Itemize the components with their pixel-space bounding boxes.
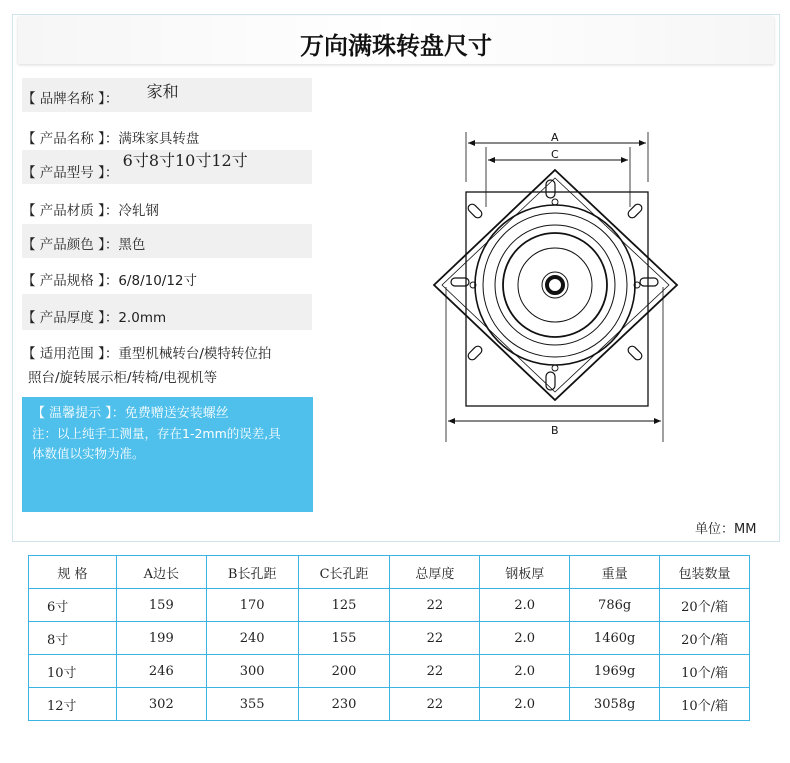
- table-cell: 22: [390, 622, 480, 655]
- table-row: [29, 589, 750, 622]
- spec-label: 【 产品型号 】：: [22, 165, 119, 181]
- table-cell: 12寸: [29, 688, 117, 721]
- table-cell: 2.0: [480, 589, 570, 622]
- dimension-b-label: B: [551, 424, 559, 437]
- column-header: 规 格: [29, 556, 117, 589]
- table-row: [29, 688, 750, 721]
- table-cell: 6寸: [29, 589, 117, 622]
- spec-value: 6寸8寸10寸12寸: [122, 151, 248, 170]
- table-cell: 2.0: [480, 655, 570, 688]
- table-cell: 22: [390, 688, 480, 721]
- column-header: 钢板厚: [480, 556, 570, 589]
- table-cell: 246: [116, 655, 206, 688]
- table-cell: 230: [298, 688, 390, 721]
- table-header-row: [29, 556, 750, 589]
- column-header: 包装数量: [660, 556, 750, 589]
- spec-value: 2.0mm: [118, 310, 167, 326]
- page-title: 万向满珠转盘尺寸: [300, 32, 492, 60]
- table-cell: 355: [206, 688, 298, 721]
- column-header: C长孔距: [298, 556, 390, 589]
- spec-label: 【 品牌名称 】：: [22, 91, 119, 107]
- spec-value: 黑色: [118, 237, 146, 253]
- table-cell: 10个/箱: [660, 688, 750, 721]
- dimension-c-label: C: [551, 148, 559, 161]
- table-cell: 170: [206, 589, 298, 622]
- table-cell: 22: [390, 589, 480, 622]
- spec-value: 冷轧钢: [118, 203, 159, 219]
- table-cell: 159: [116, 589, 206, 622]
- table-cell: 8寸: [29, 622, 117, 655]
- table-cell: 302: [116, 688, 206, 721]
- table-cell: 22: [390, 655, 480, 688]
- title-bar: [18, 16, 774, 64]
- table-cell: 125: [298, 589, 390, 622]
- table-cell: 20个/箱: [660, 622, 750, 655]
- table-cell: 10寸: [29, 655, 117, 688]
- spec-value: 家和: [146, 82, 179, 101]
- column-header: A边长: [116, 556, 206, 589]
- spec-label: 【 产品名称 】：: [22, 131, 119, 147]
- table-cell: 1460g: [570, 622, 660, 655]
- column-header: 重量: [570, 556, 660, 589]
- spec-row-scope: [22, 342, 312, 390]
- table-cell: 199: [116, 622, 206, 655]
- turntable-drawing-svg: [340, 72, 770, 514]
- spec-table: [28, 555, 750, 721]
- spec-row-brand: [22, 78, 312, 112]
- table-cell: 20个/箱: [660, 589, 750, 622]
- table-cell: 300: [206, 655, 298, 688]
- table-row: [29, 655, 750, 688]
- spec-label: 【 产品颜色 】：: [22, 237, 119, 253]
- notice-line: 注：以上纯手工测量，存在1-2mm的误差,具: [32, 426, 281, 441]
- spec-row-thickness: [22, 294, 312, 330]
- spec-row-model: [22, 150, 312, 184]
- table-cell: 200: [298, 655, 390, 688]
- notice-heading: 【 温馨提示 】：免费赠送安装螺丝: [32, 406, 229, 421]
- table-cell: 240: [206, 622, 298, 655]
- table-cell: 10个/箱: [660, 655, 750, 688]
- spec-value: 重型机械转台/模特转位拍: [118, 346, 272, 362]
- spec-label: 【 产品材质 】：: [22, 203, 119, 219]
- spec-label: 【 产品规格 】：: [22, 273, 119, 289]
- spec-row-material: [22, 200, 312, 222]
- column-header: B长孔距: [206, 556, 298, 589]
- table-cell: 2.0: [480, 688, 570, 721]
- spec-label: 【 适用范围 】：: [22, 346, 119, 362]
- table-cell: 786g: [570, 589, 660, 622]
- unit-label: 单位：MM: [695, 522, 757, 537]
- notice-line: 体数值以实物为准。: [32, 446, 145, 461]
- spec-label: 【 产品厚度 】：: [22, 310, 119, 326]
- dimension-drawing: [340, 72, 770, 514]
- spec-value: 满珠家具转盘: [118, 131, 200, 147]
- table-cell: 155: [298, 622, 390, 655]
- spec-row-size: [22, 270, 312, 292]
- column-header: 总厚度: [390, 556, 480, 589]
- spec-value: 6/8/10/12寸: [118, 273, 198, 289]
- table-cell: 2.0: [480, 622, 570, 655]
- notice-box: [22, 397, 313, 512]
- spec-value-continued: 照台/旋转展示柜/转椅/电视机等: [28, 370, 218, 386]
- table-cell: 3058g: [570, 688, 660, 721]
- table-row: [29, 622, 750, 655]
- table-cell: 1969g: [570, 655, 660, 688]
- dimension-a-label: A: [551, 131, 559, 144]
- spec-row-color: [22, 224, 312, 258]
